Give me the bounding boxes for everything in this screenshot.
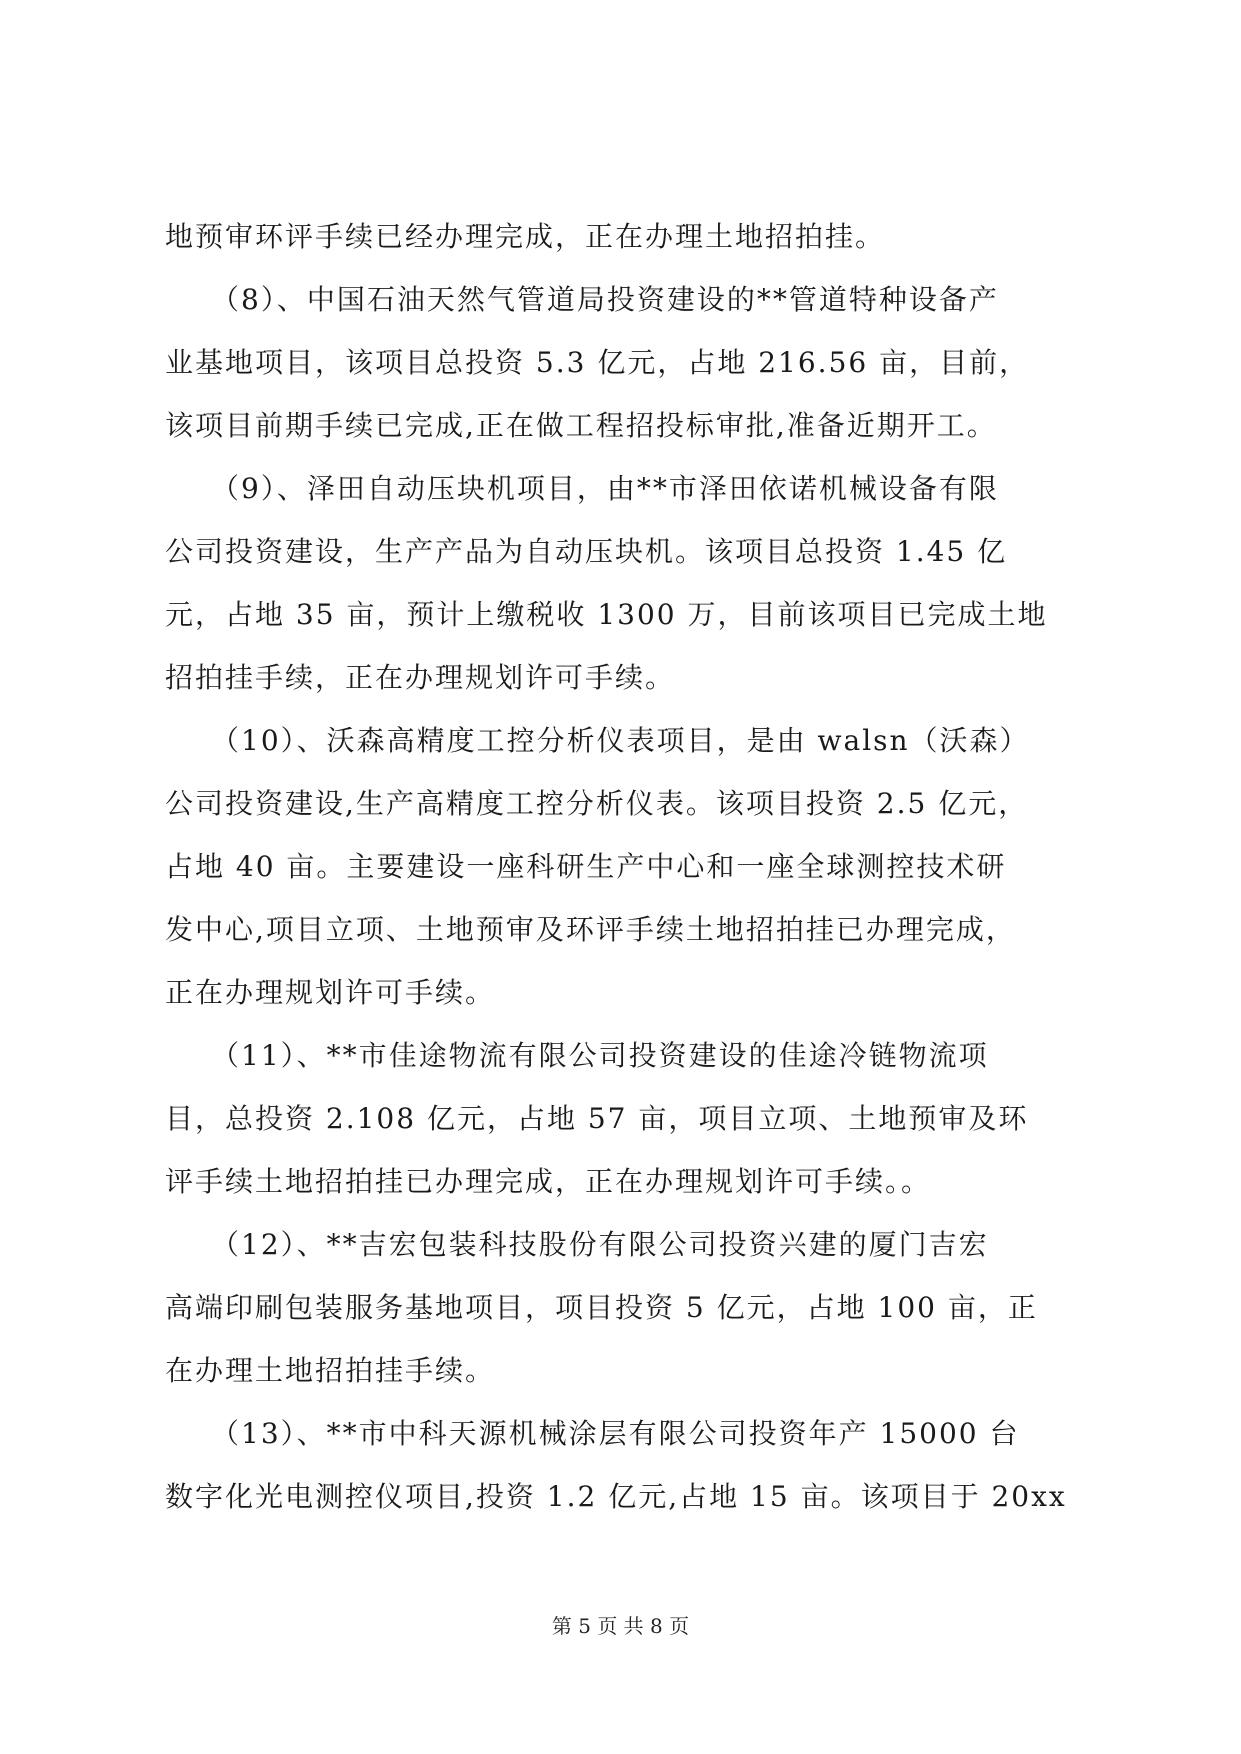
text-line: 招拍挂手续，正在办理规划许可手续。: [165, 661, 676, 694]
text-line: 在办理土地招拍挂手续。: [165, 1354, 496, 1387]
text-line: 高端印刷包装服务基地项目，项目投资 5 亿元，占地 100 亩，正: [165, 1291, 1038, 1324]
page-number-footer: 第 5 页 共 8 页: [551, 1614, 690, 1638]
text-line: 目，总投资 2.108 亿元，占地 57 亩，项目立项、土地预审及环: [165, 1102, 1029, 1135]
body-text: [165, 205, 1085, 1528]
text-line: （13）、**市中科天源机械涂层有限公司投资年产 15000 台: [165, 1417, 1020, 1450]
text-line: 正在办理规划许可手续。: [165, 976, 496, 1009]
text-line: 公司投资建设，生产产品为自动压块机。该项目总投资 1.45 亿: [165, 535, 1008, 568]
text-line: （9）、泽田自动压块机项目，由**市泽田依诺机械设备有限: [165, 472, 999, 505]
text-line: （11）、**市佳途物流有限公司投资建设的佳途冷链物流项: [165, 1039, 989, 1072]
text-line: 公司投资建设,生产高精度工控分析仪表。该项目投资 2.5 亿元，: [165, 787, 1029, 820]
text-line: （12）、**吉宏包装科技股份有限公司投资兴建的厦门吉宏: [165, 1228, 989, 1261]
text-line: 元，占地 35 亩，预计上缴税收 1300 万，目前该项目已完成土地: [165, 598, 1048, 631]
text-line: 数字化光电测控仪项目,投资 1.2 亿元,占地 15 亩。该项目于 20xx: [165, 1480, 1067, 1513]
text-line: 该项目前期手续已完成,正在做工程招投标审批,准备近期开工。: [165, 409, 997, 442]
text-line: （8）、中国石油天然气管道局投资建设的**管道特种设备产: [165, 283, 999, 316]
text-line: 发中心,项目立项、土地预审及环评手续土地招拍挂已办理完成，: [165, 913, 1016, 946]
text-line: 占地 40 亩。主要建设一座科研生产中心和一座全球测控技术研: [165, 850, 1007, 883]
text-line: （10）、沃森高精度工控分析仪表项目，是由 walsn（沃森）: [165, 724, 1030, 757]
text-line: 地预审环评手续已经办理完成，正在办理土地招拍挂。: [165, 220, 886, 253]
text-line: 评手续土地招拍挂已办理完成，正在办理规划许可手续。。: [165, 1165, 932, 1198]
text-line: 业基地项目，该项目总投资 5.3 亿元，占地 216.56 亩，目前，: [165, 346, 1030, 379]
